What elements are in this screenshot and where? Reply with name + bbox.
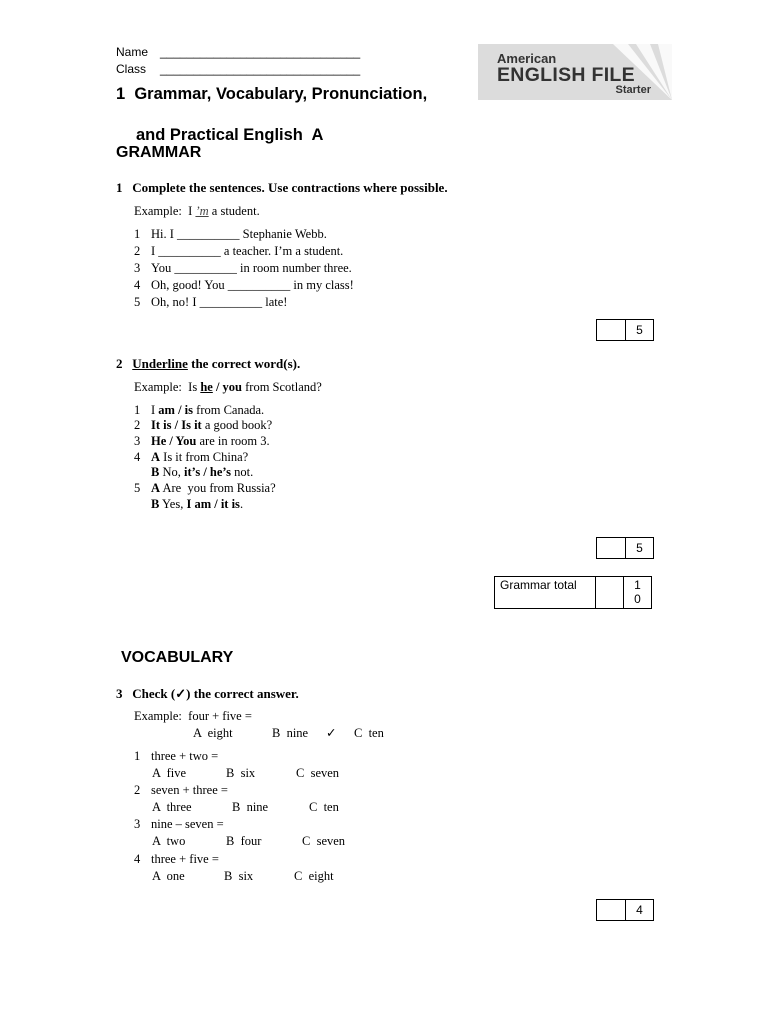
q2-item [134,465,253,480]
q1-item [134,227,327,242]
q1-item-number: 2 [134,244,141,258]
q2-item-number: 1 [134,403,141,417]
q2-item-speaker: B [151,465,160,479]
q2-example [134,380,322,395]
q3-item-number: 2 [134,783,141,797]
q2-example-answer: he [200,380,213,394]
q2-item-number: 5 [134,481,141,495]
q2-instruction-underline: Underline [132,356,188,371]
q1-score-input[interactable] [597,320,626,340]
q3-score-box [596,899,654,921]
q3-example-option-a: A eight [193,726,233,740]
q3-option-c[interactable]: C seven [302,834,346,848]
q2-item [134,434,270,449]
q2-number: 2 [116,356,123,371]
q1-instruction [116,180,448,196]
q2-score-box [596,537,654,559]
q2-item-text: No, [159,465,184,479]
q1-score-total: 5 [636,323,643,337]
q1-number: 1 [116,180,123,195]
q2-item-text: . [239,497,244,511]
grammar-total-input[interactable] [596,577,624,608]
q3-example-option-b: B nine [272,726,309,740]
q3-item-number: 4 [134,852,141,866]
q2-item-options[interactable]: it’s / he’s [184,465,231,479]
q2-score-input[interactable] [597,538,626,558]
q2-item-speaker: A [151,450,161,464]
q3-option-a[interactable]: A five [152,766,187,780]
q3-option-a[interactable]: A three [152,800,192,814]
q3-option-a[interactable]: A one [152,869,185,883]
page-title-line2: and Practical English A [136,126,324,144]
class-field[interactable]: ______________________________ [160,62,361,76]
name-label: Name [116,45,149,59]
q2-score-total: 5 [636,541,643,555]
logo-english-file: ENGLISH FILE [497,64,635,86]
q1-example [134,204,260,219]
q2-item-options[interactable]: It is / Is it [151,418,202,432]
q2-item-text: are in room 3. [196,434,270,448]
q2-item-number: 2 [134,418,141,432]
q3-option-b[interactable]: B six [226,766,256,780]
q3-item-question [134,783,228,798]
q2-instruction [116,356,300,372]
q3-item-sum: seven + three = [151,783,228,797]
q3-item-question [134,749,218,764]
q2-item-options[interactable]: am / is [158,403,194,417]
q2-example-option: / you [212,380,242,394]
logo-american: American [497,51,557,66]
q1-example-pre: I [188,204,193,218]
q3-instruction [116,686,299,702]
q1-instruction-text: Complete the sentences. Use contractions where possible. [132,180,448,195]
q2-item-speaker: B [151,497,160,511]
q1-item-text[interactable]: Hi. I __________ Stephanie Webb. [151,227,327,241]
q2-item-number: 4 [134,450,141,464]
q3-option-b[interactable]: B four [226,834,262,848]
q3-option-a[interactable]: A two [152,834,186,848]
name-field[interactable]: ______________________________ [160,45,361,59]
q3-item-sum: three + two = [151,749,219,763]
checkmark-icon: ✓ [326,726,337,740]
q3-example-sum: four + five = [188,709,252,723]
q2-item [134,418,272,433]
q2-item-text: I [151,403,159,417]
q2-item-text: not. [231,465,254,479]
q3-item-sum: three + five = [151,852,219,866]
q3-example-option-c: C ten [354,726,384,740]
q2-item-text: Is it from China? [160,450,249,464]
q2-item-speaker: A [151,481,161,495]
q2-item [134,450,248,465]
q3-score-input[interactable] [597,900,626,920]
grammar-total-digit: 0 [634,592,641,606]
q1-item-number: 3 [134,261,141,275]
grammar-total-label: Grammar total [495,577,596,608]
q2-item [134,481,276,496]
q2-item [134,497,243,512]
q3-instruction-text: Check (✓) the correct answer. [132,686,299,701]
q1-item [134,278,354,293]
q1-item-text[interactable]: Oh, good! You __________ in my class! [151,278,354,292]
q2-example-post: from Scotland? [242,380,322,394]
q2-item-options[interactable]: He / You [151,434,197,448]
q3-option-b[interactable]: B six [224,869,254,883]
q3-item-question [134,852,219,867]
q3-option-b[interactable]: B nine [232,800,269,814]
q3-example [134,709,252,724]
q2-example-label: Example: [134,380,182,394]
class-label: Class [116,62,147,76]
page-title-line1: 1 Grammar, Vocabulary, Pronunciation, [116,85,428,103]
q1-item-text[interactable]: Oh, no! I __________ late! [151,295,288,309]
q1-item [134,295,287,310]
q1-item-text[interactable]: You __________ in room number three. [151,261,352,275]
q1-example-label: Example: [134,204,182,218]
grammar-total-digit: 1 [634,578,641,592]
q1-item-number: 5 [134,295,141,309]
q1-example-answer: ’m [195,204,209,218]
q1-score-box [596,319,654,341]
q1-item-text[interactable]: I __________ a teacher. I’m a student. [151,244,344,258]
q3-score-total: 4 [636,903,643,917]
q3-option-c[interactable]: C seven [296,766,340,780]
q3-item-number: 3 [134,817,141,831]
grammar-heading: GRAMMAR [116,144,202,161]
q2-item [134,403,264,418]
q1-item [134,244,343,259]
q3-item-sum: nine – seven = [151,817,224,831]
logo-starter: Starter [615,84,651,96]
q2-item-text: from Canada. [193,403,265,417]
q1-item-number: 1 [134,227,141,241]
q1-example-post: a student. [211,204,260,218]
q1-item-number: 4 [134,278,141,292]
q2-instruction-text: the correct word(s). [187,356,301,371]
q3-option-c[interactable]: C eight [294,869,334,883]
q2-item-text: a good book? [201,418,273,432]
q2-example-pre: Is [188,380,201,394]
q1-item [134,261,352,276]
american-english-file-logo [478,44,672,100]
q2-item-text: Are you from Russia? [160,481,276,495]
q3-item-question [134,817,224,832]
vocabulary-heading: VOCABULARY [121,649,234,666]
grammar-total-points [624,577,651,608]
q3-example-label: Example: [134,709,182,723]
q3-option-c[interactable]: C ten [309,800,339,814]
q2-item-options[interactable]: I am / it is [186,497,240,511]
q3-number: 3 [116,686,123,701]
q3-item-number: 1 [134,749,141,763]
grammar-total-box [494,576,652,609]
q2-item-text: Yes, [159,497,187,511]
q2-item-number: 3 [134,434,141,448]
